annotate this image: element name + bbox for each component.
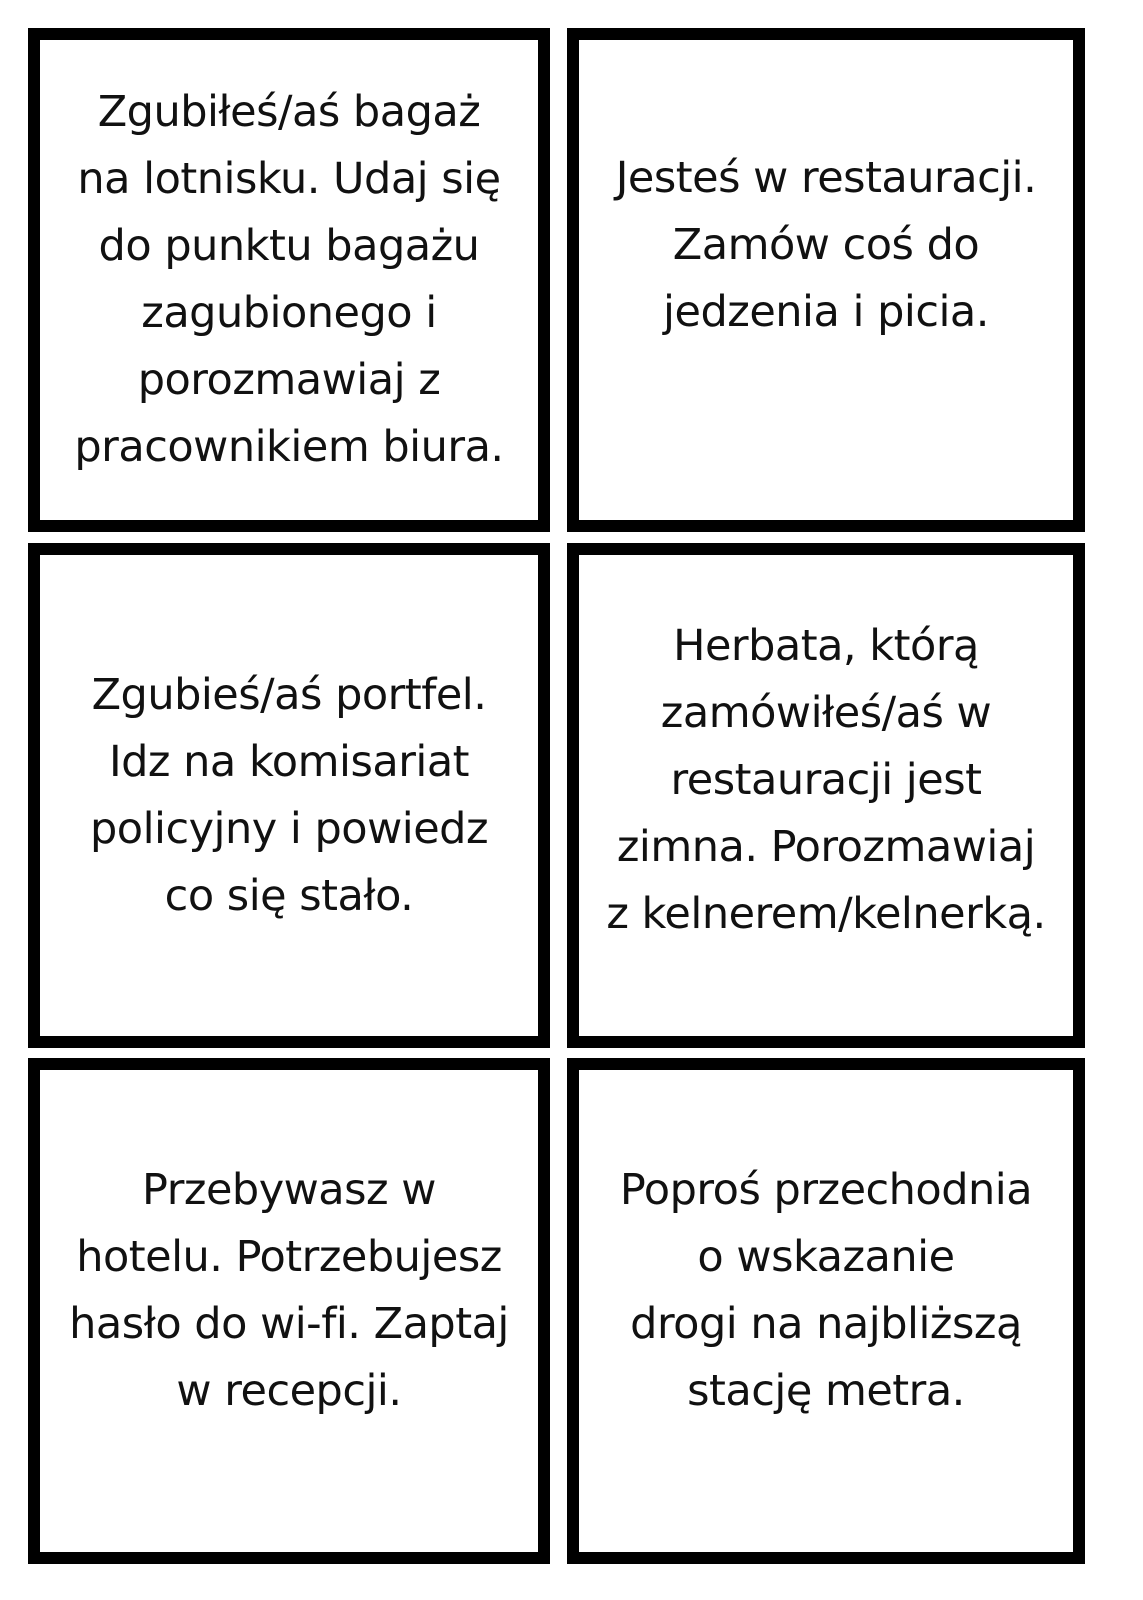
task-card-metro-directions (567, 1058, 1085, 1564)
card-text: Herbata, którą zamówiłeś/aś w restauracji jest zimna. Porozmawiaj z kelnerem/kelnerką. (606, 621, 1046, 939)
task-card-restaurant-order (567, 28, 1085, 532)
task-card-hotel-wifi (28, 1058, 550, 1564)
card-text: Zgubieś/aś portfel. Idz na komisariat policyjny i powiedz co się stało. (89, 669, 489, 921)
card-text: Jesteś w restauracji. Zamów coś do jedzenia i picia. (615, 152, 1037, 337)
card-text: Poproś przechodnia o wskazanie drogi na najbliższą stację metra. (619, 1165, 1033, 1416)
card-text: Przebywasz w hotelu. Potrzebujesz hasło do wi-fi. Zaptaj w recepcji. (69, 1165, 509, 1416)
task-card-cold-tea (567, 543, 1085, 1048)
task-card-lost-wallet (28, 543, 550, 1048)
card-text: Zgubiłeś/aś bagaż na lotnisku. Udaj się do punktu bagażu zagubionego i porozmawiaj z pracownikiem biura. (74, 87, 504, 472)
task-card-lost-luggage (28, 28, 550, 532)
